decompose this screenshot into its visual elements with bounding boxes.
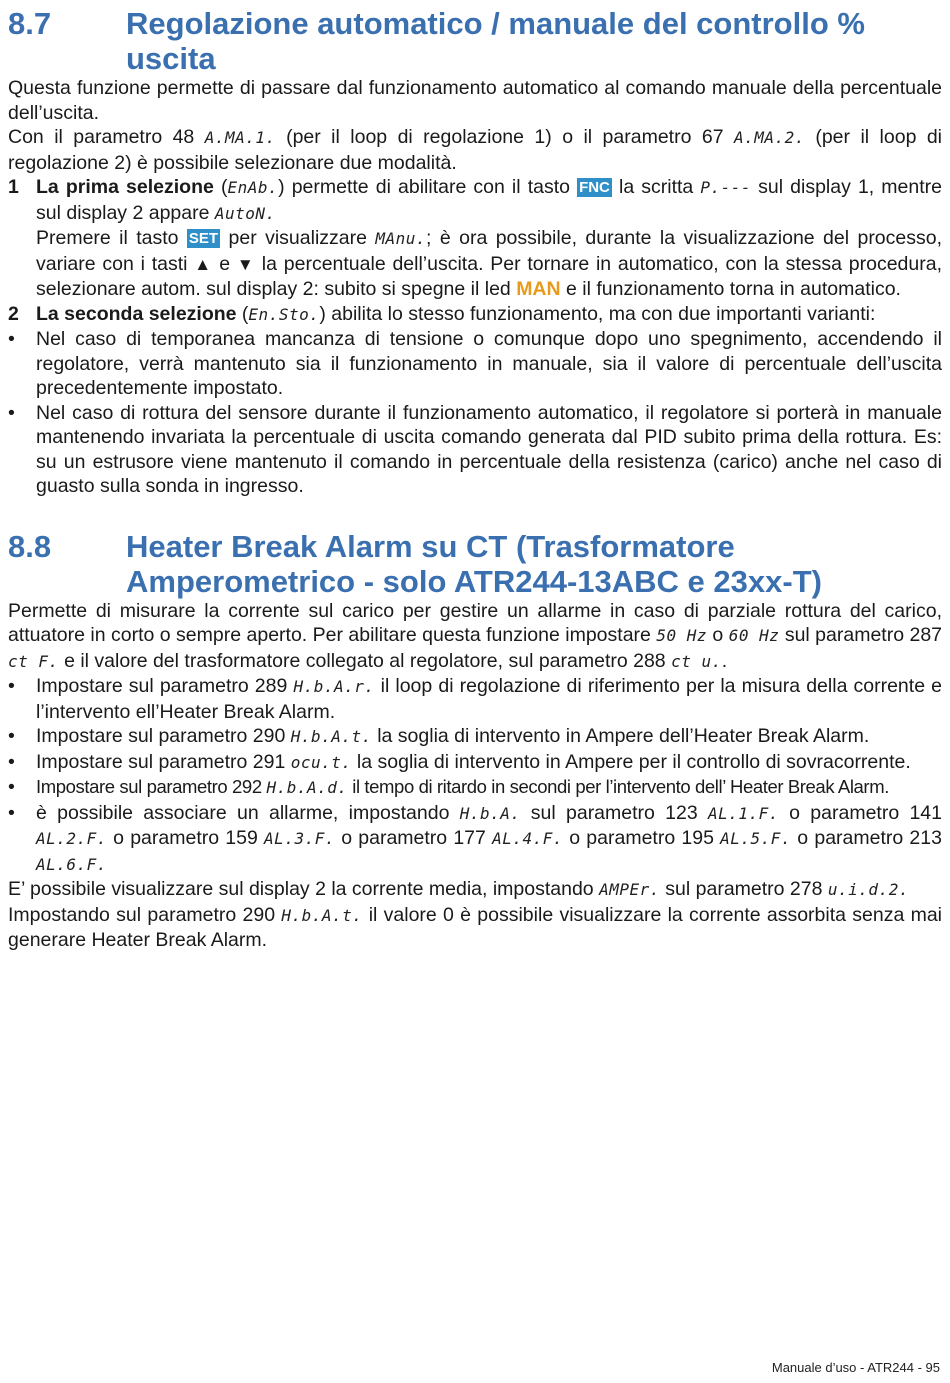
bullet-icon: • (8, 675, 15, 697)
section-title: Regolazione automatico / manuale del controllo % uscita (126, 6, 865, 76)
display-code: ct F. (8, 651, 59, 671)
display-code: AL.2.F. (36, 829, 107, 848)
bullet-icon: • (8, 750, 15, 773)
display-code: ocu.t. (290, 752, 352, 772)
display-code: AL.1.F. (707, 803, 779, 823)
list-number: 1 (8, 176, 19, 198)
paragraph-ct-enable: Permette di misurare la corrente sul carico per gestire un allarme in caso di parziale rottura del carico, attuatore in corto o sempre aperto. Per abilitare questa funzione impostare 50 Hz o 60 Hz sul parametro 287 ct F. e il valore del trasformatore collegato al regolatore, sul parametro 288 ct u.. (8, 599, 943, 672)
list-item-first-selection: 1 La prima selezione (EnAb.) permette di abilitare con il tasto FNC la scritta P.--- sul display 1, mentre sul display 2 appare AutoN. Premere il tasto SET per visualizzare MAnu.; è ora possibile, durante la visualizzazione del processo, variare con i tasti ▲ e ▼ la percentuale dell’uscita. Per tornare in automatico, con la stessa procedura, selezionare autom. sul display 2: subito si spegne il led MAN e il funzionamento torna in automatico. (8, 176, 943, 300)
section-number: 8.7 (8, 6, 52, 41)
page-content (8, 6, 942, 953)
list-item-second-selection: 2 La seconda selezione (En.Sto.) abilita lo stesso funzionamento, ma con due importanti varianti: (8, 302, 942, 328)
paragraph-zero-threshold: Impostando sul parametro 290 H.b.A.t. il valore 0 è possibile visualizzare la corrente assorbita senza mai generare Heater Break Alarm. (8, 903, 942, 951)
bullet-item: • è possibile associare un allarme, impostando H.b.A. sul parametro 123 AL.1.F. o parametro 141 AL.2.F. o parametro 159 AL.3.F. o parametro 177 AL.4.F. o parametro 195 AL.5.F. o parametro 213 AL.6.F. (8, 801, 942, 878)
display-code: A.MA.1. (204, 128, 276, 147)
display-code: AutoN. (214, 203, 276, 223)
bullet-icon: • (8, 725, 15, 747)
display-code: 60 Hz (728, 626, 780, 645)
section-8-7-heading (8, 6, 942, 76)
fnc-key-icon: FNC (579, 179, 610, 196)
section-number: 8.8 (8, 528, 52, 564)
page-footer: Manuale d’uso - ATR244 - 95 (771, 1360, 940, 1375)
display-code: P.--- (700, 178, 752, 197)
paragraph-modes: Con il parametro 48 A.MA.1. (per il loop di regolazione 1) o il parametro 67 A.MA.2. (per il loop di regolazione 2) è possibile selezionare due modalità. (8, 126, 943, 174)
section-title: Heater Break Alarm su CT (Trasformatore Amperometrico - solo ATR244-13ABC e 23xx-T) (126, 528, 822, 599)
section-8-8-heading (8, 529, 942, 599)
display-code: A.MA.2. (733, 128, 805, 147)
paragraph-display-current: E’ possibile visualizzare sul display 2 la corrente media, impostando AMPEr. sul parametro 278 u.i.d.2. (8, 878, 909, 900)
display-code: EnAb. (227, 178, 279, 197)
display-code: H.b.A.r. (293, 677, 375, 696)
man-led-label: MAN (516, 278, 561, 300)
display-code: H.b.A. (459, 803, 521, 823)
display-code: H.b.A.d. (266, 778, 348, 797)
display-code: ct u. (671, 651, 722, 671)
paragraph-intro: Questa funzione permette di passare dal funzionamento automatico al comando manuale della percentuale dell’uscita. (8, 77, 942, 124)
display-code: 50 Hz (656, 626, 707, 645)
bullet-icon: • (8, 328, 15, 350)
bullet-item: • Impostare sul parametro 291 ocu.t. la soglia di intervento in Ampere per il controllo di sovracorrente. (8, 750, 942, 776)
bullet-item: • Impostare sul parametro 289 H.b.A.r. il loop di regolazione di riferimento per la misura della corrente e l’intervento ell’Heater Break Alarm. (8, 675, 942, 723)
display-code: AL.6.F. (36, 854, 107, 874)
display-code: AMPEr. (599, 880, 660, 899)
display-code: AL.4.F. (492, 829, 564, 848)
set-key-icon: SET (188, 230, 219, 247)
bullet-item: • Impostare sul parametro 290 H.b.A.t. la soglia di intervento in Ampere dell’Heater Break Alarm. (8, 724, 942, 750)
display-code: AL.3.F. (264, 829, 335, 848)
bullet-item: • Impostare sul parametro 292 H.b.A.d. il tempo di ritardo in secondi per l’intervento dell’ Heater Break Alarm. (8, 775, 942, 801)
bullet-icon: • (8, 776, 15, 798)
display-code: H.b.A.t. (290, 727, 372, 746)
bullet-item: • Nel caso di rottura del sensore durante il funzionamento automatico, il regolatore si porterà in manuale mantenendo invariata la percentuale di uscita comando generata dal PID subito prima della rottura. Es: su un estrusore viene mantenuto il comando in percentuale della resistenza (carico) anche nel caso di guasto sulla sonda in ingresso. (8, 401, 942, 497)
bullet-icon: • (8, 401, 15, 424)
display-code: H.b.A.t. (281, 905, 363, 925)
list-number: 2 (8, 302, 19, 325)
display-code: MAnu. (375, 229, 427, 248)
display-code: En.Sto. (248, 304, 320, 324)
arrow-up-icon: ▲ (194, 254, 213, 274)
display-code: AL.5.F. (720, 829, 792, 848)
display-code: u.i.d.2. (827, 880, 909, 899)
bullet-icon: • (8, 801, 15, 824)
bullet-item: • Nel caso di temporanea mancanza di tensione o comunque dopo uno spegnimento, accendendo il regolatore, verrà mantenuto sia il funzionamento in manuale, sia il valore di percentuale dell’uscita precedentemente impostato. (8, 328, 942, 399)
arrow-down-icon: ▼ (236, 254, 256, 274)
